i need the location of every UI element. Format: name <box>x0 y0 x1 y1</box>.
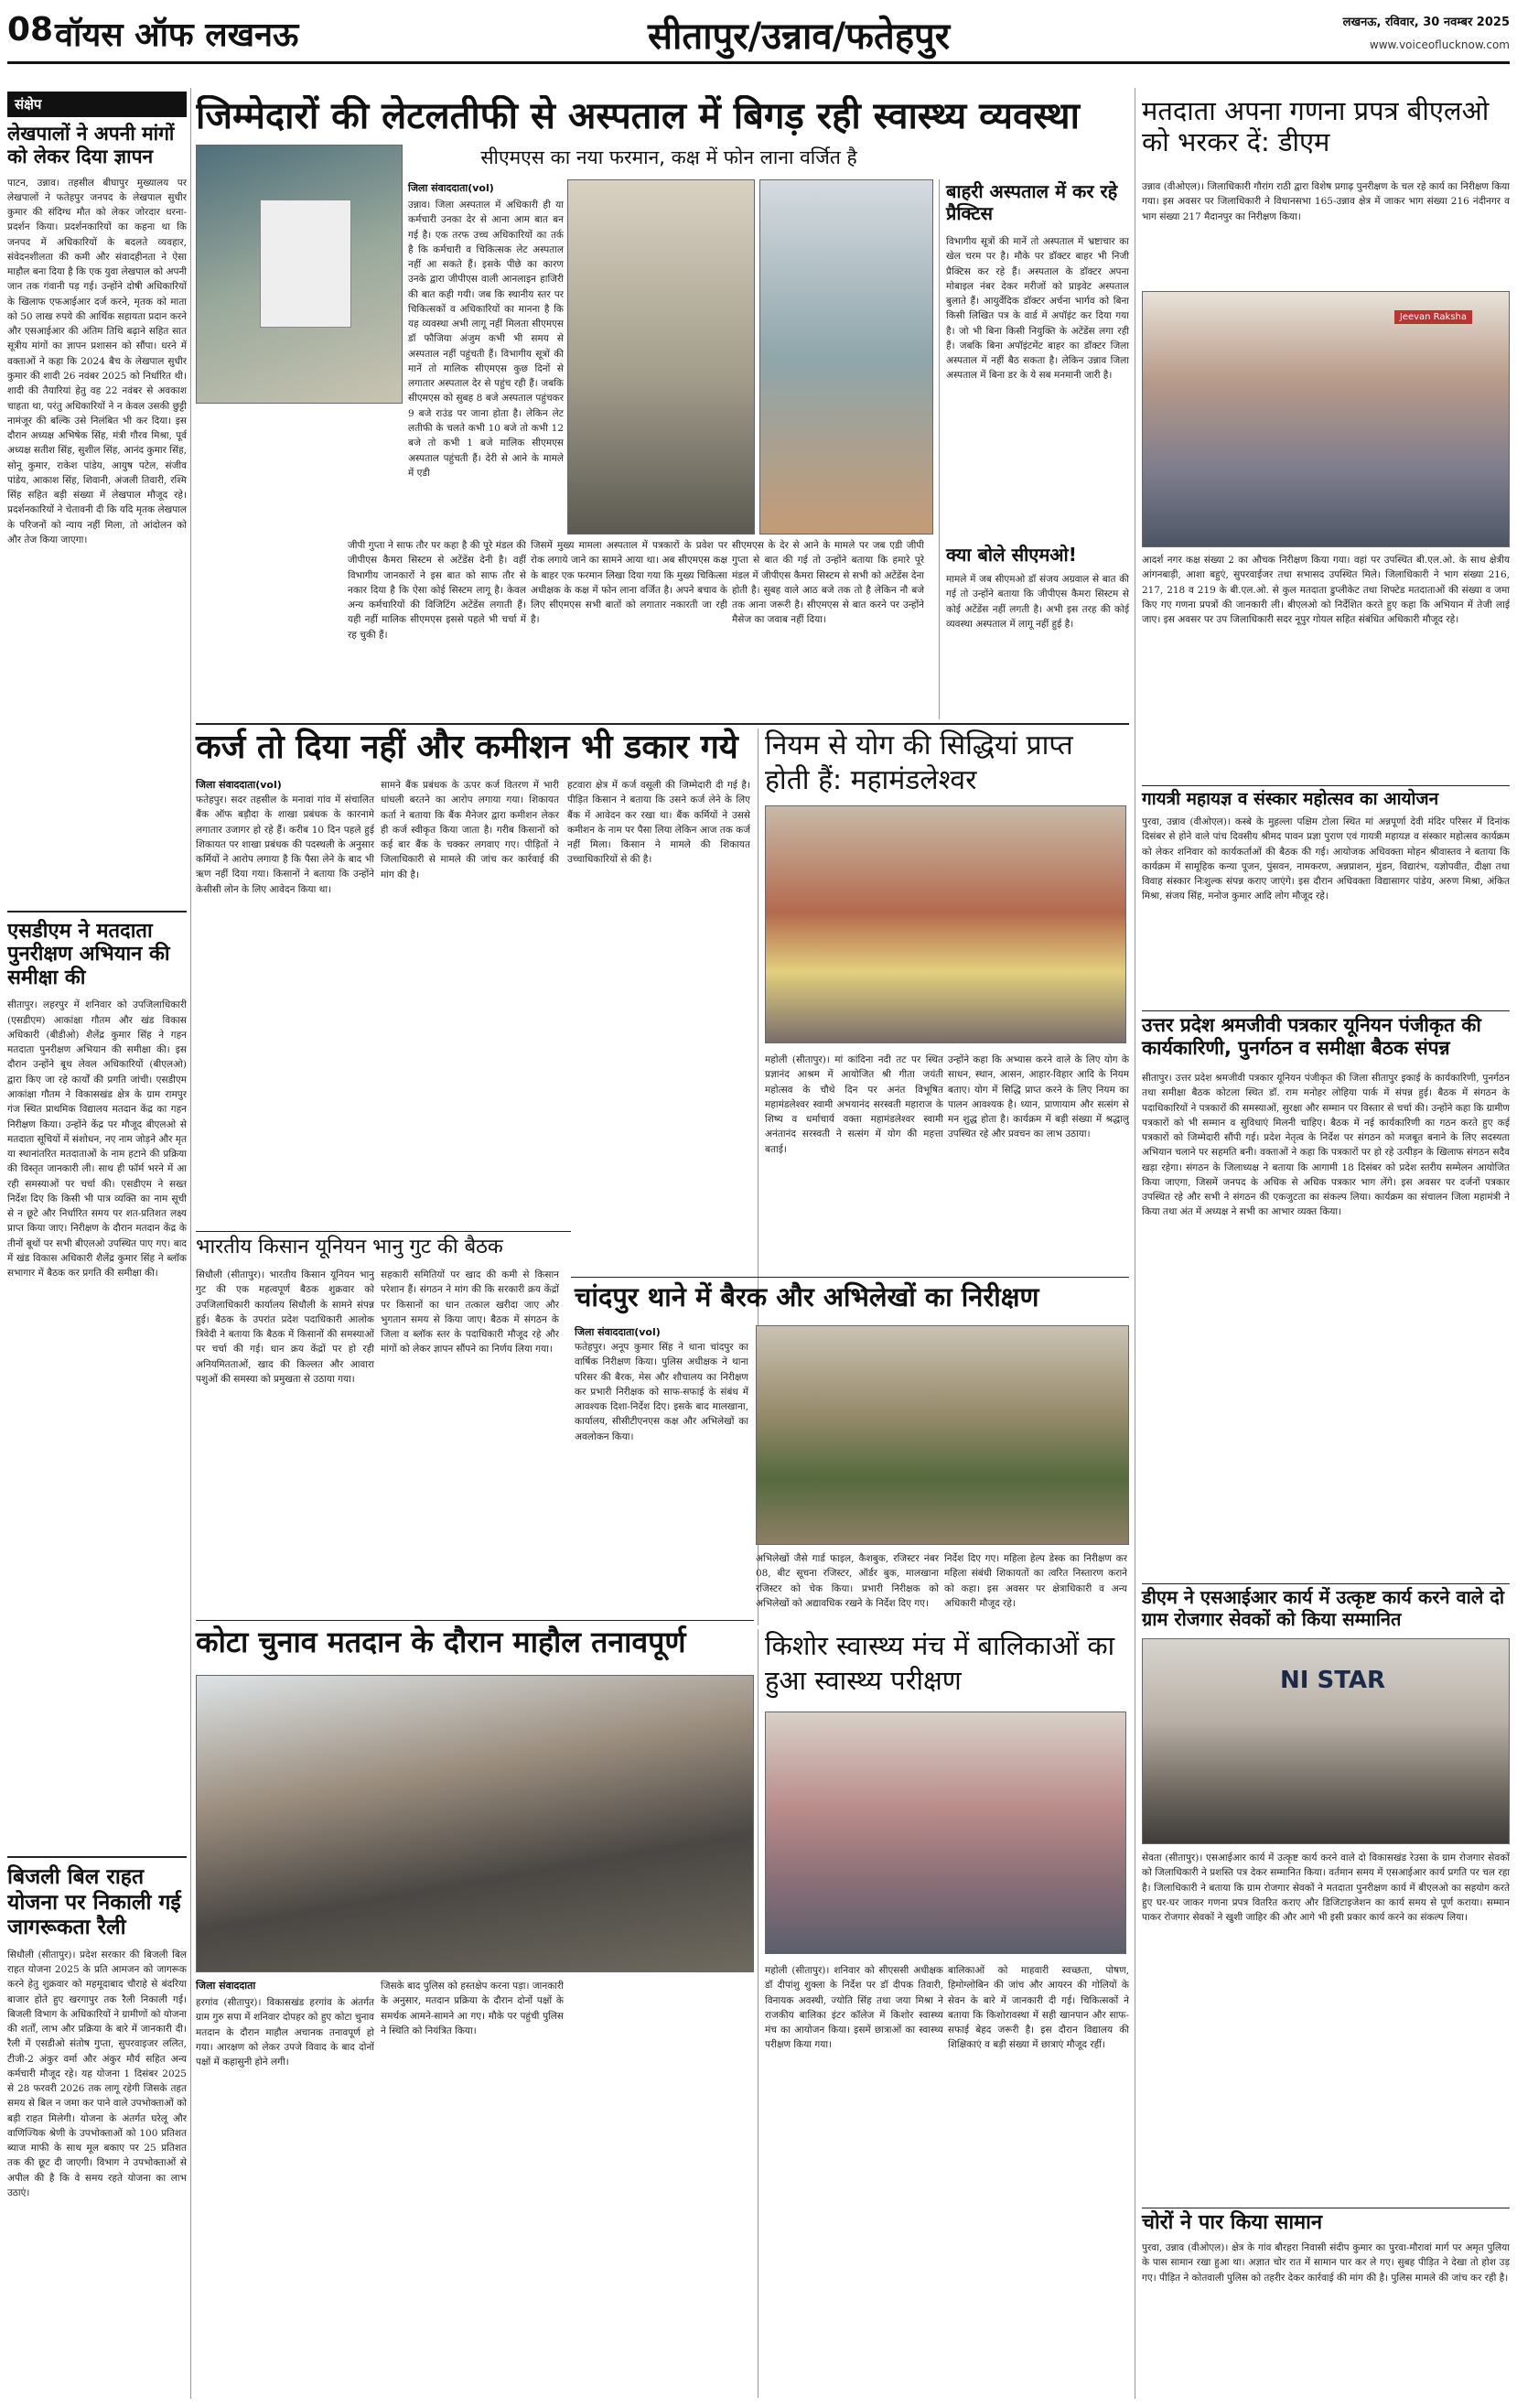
lead-text-col2: जीपी गुप्ता ने साफ तौर पर कहा है की पूरे मंडल की जीपीएस कैमरा सिस्टम से अटेंडेंस देनी है। वहीं विभागीय जानकारों ने इस बात को साफ तौर से नकार दिया है कि ऐसा कोई सिस्टम लागू है। केवल अन्य कर्मचारियों की विजिटिंग अटेंडेंस लगाती हैं। यही नहीं मालिक सीएमएस इससे पहले भी चर्चा में रह चुकी हैं। <box>348 540 526 641</box>
brief-headline-2: एसडीएम ने मतदाता पुनरीक्षण अभियान की समीक्षा की <box>7 919 170 990</box>
lead-photo-office <box>567 179 755 535</box>
loan-byline: जिला संवाददाता(vol) <box>196 779 282 791</box>
police-text-3: निर्देश दिए गए। महिला हेल्प डेस्क का निरीक्षण कर महिला संबंधी शिकायतों का त्वरित निस्तारण कराने को कहा। इस अवसर पर क्षेत्राधिकारी व अन्य अधिकारी मौजूद रहे। <box>944 1553 1127 1609</box>
theft-headline: चोरों ने पार किया सामान <box>1142 2211 1323 2234</box>
police-text-1: फतेहपुर। अनूप कुमार सिंह ने थाना चांदपुर का वार्षिक निरीक्षण किया। पुलिस अधीक्षक ने थाना परिसर की बैरक, मेस और शौचालय का निरीक्षण कर प्रभारी निरीक्षक को साफ-सफाई के संबंध में आवश्यक दिशा-निर्देश दिए। इसके बाद मालखाना, कार्यालय, सीसीटीएनएस कक्ष और अभिलेखों का अवलोकन किया। <box>575 1342 748 1442</box>
gayatri-headline: गायत्री महायज्ञ व संस्कार महोत्सव का आयोजन <box>1142 789 1439 809</box>
lead-text-col3: जिसमें मुख्य मामला अस्पताल में पत्रकारों के प्रवेश पर रोक लगाये जाने का सामने आया था। अब सीएमएस कक्ष के बाहर एक फरमान लिखा दिया गया कि मुख्य चिकित्सा अधीक्षक के कक्ष में फोन लाना वर्जित है। अपने बचाव के लिए सीएमएस सभी बातों को लगातार नकारती जा रही है। <box>531 540 727 626</box>
lead-photo-notice <box>196 145 403 404</box>
lead-side-headline-2: क्या बोले सीएमओ! <box>946 544 1077 566</box>
teen-text-2: बालिकाओं को माहवारी स्वच्छता, पोषण, हिमोग्लोबिन की जांच और आयरन की गोलियों के सेवन के बारे में जानकारी दी गई। चिकित्सकों ने बताया कि किशोरावस्था में सही खानपान और साफ-सफाई बेहद जरूरी है। इस दौरान विद्यालय की शिक्षिकाएं व बड़ी संख्या में छात्राएं मौजूद रहीं। <box>948 1965 1129 2051</box>
lead-photo-cms <box>759 179 933 535</box>
lead-side-headline-1: बाहरी अस्पताल में कर रहे प्रैक्टिस <box>946 180 1118 224</box>
union-headline: उत्तर प्रदेश श्रमजीवी पत्रकार यूनियन पंजीकृत की कार्यकारिणी, पुनर्गठन व समीक्षा बैठक संपन्न <box>1142 1014 1481 1059</box>
lead-text-col4: सीएमएस के देर से आने के मामले पर जब एडी जीपी गुप्ता से बात की गई तो उन्होंने बताया कि हमारे पूरे मंडल में जीपीएस कैमरा सिस्टम से सभी को अटेंडेंस देना होती है। सुबह वाले आठ बजे तक तो है लेकिन नौ बजे तक आना जरूरी है। सीएमएस से बात करने पर उन्होंने मैसेज का जवाब नहीं दिया। <box>732 540 924 626</box>
lead-side-text-2: मामले में जब सीएमओ डॉ संजय अग्रवाल से बात की गई तो उन्होंने बताया कि जीपीएस कैमरा सिस्टम से कोई अटेंडेंस नहीं लगती है। अभी इस तरह की कोई व्यवस्था अस्पताल में लागू नहीं हुई है। <box>946 574 1129 630</box>
kota-photo <box>196 1675 754 1972</box>
brief-headline-3: बिजली बिल राहत योजना पर निकाली गई जागरूकता रैली <box>7 1865 181 1939</box>
lead-side-text-1: विभागीय सूत्रों की मानें तो अस्पताल में भ्रष्टाचार का खेल चरम पर है। मौके पर डॉक्टर बाहर भी निजी प्रैक्टिस कर रहे हैं। अस्पताल के डॉक्टर अपना मोबाइल नंबर देकर मरीजों को प्राइवेट अस्पताल बुलाते हैं। आयुर्वेदिक डॉक्टर अर्चना भार्गव को बिना किसी लिखित पत्र के वार्ड में अपॉइंट कर दिया गया है। जो भी बिना किसी नियुक्ति के अटेंडेंस लगा रही हैं। जबकि बिना अपॉइंटमेंट बाहर का डॉक्टर जिला अस्पताल में नहीं बैठ सकता है। लेकिन उन्नाव जिला अस्पताल में बिना डर के ये सब मनमानी जारी है। <box>946 236 1129 382</box>
police-byline: जिला संवाददाता(vol) <box>575 1326 661 1338</box>
lead-text-col1: उन्नाव। जिला अस्पताल में अधिकारी ही या कर्मचारी उनका देर से आना आम बात बन गई है। एक तरफ उच्च अधिकारियों का तर्क है कि कर्मचारी व चिकित्सक लेट अस्पताल नहीं आ सकते हैं। इसके पीछे का कारण उनके द्वारा जीपीएस वाली आनलाइन हाजिरी की बात कही गयी। जब कि स्थानीय स्तर पर चिकित्सकों व अधिकारियों का मानना है कि यह व्यवस्था अभी लागू नहीं मिलता सीएमएस डॉ फौजिया अंजुम कभी भी समय से अस्पताल नहीं पहुंचती हैं। विभागीय सूत्रों की मानें तो मालिक सीएमएस कुछ दिनों से लगातार अस्पताल देर से पहुंच रही हैं। जबकि सीएमएस को सुबह 8 बजे अस्पताल पहुंचकर 9 बजे राउंड पर जाना होता है। लेकिन लेट लतीफी के चलते कभी 10 बजे तो कभी 12 बजे तो कभी 1 बजे मालिक सीएमएस अस्पताल पहुंचती हैं। देरी से आने के मामले में एडी <box>408 200 564 479</box>
loan-text-2: सामने बैंक प्रबंधक के ऊपर कर्ज वितरण में भारी धांधली बरतने का आरोप लगाया गया। शिकायत कर्ता ने बताया कि बैंक मैनेजर द्वारा कमीशन लेकर ही कर्ज स्वीकृत किया जाता है। गरीब किसानों को कई बार बैंक के चक्कर लगवाए गए। पीड़ितों ने जिलाधिकारी से मामले की जांच कर कार्रवाई की मांग की है। <box>381 780 559 880</box>
photo-banner: NI STAR <box>1280 1667 1386 1694</box>
loan-text-3: हटवारा क्षेत्र में कर्ज वसूली की जिम्मेदारी दी गई है। पीड़ित किसान ने बताया कि उसने कर्ज लेने के लिए बैंक में आवेदन कर रखा था। बैंक कर्मियों ने उससे कमीशन के नाम पर पैसा लिया लेकिन आज तक कर्ज नहीं मिला। किसान ने मामले की शिकायत उच्चाधिकारियों से की है। <box>567 780 750 866</box>
page-number: 08 <box>7 11 54 49</box>
photo-sign: Jeevan Raksha <box>1394 310 1472 324</box>
kota-text-2: जिसके बाद पुलिस को हस्तक्षेप करना पड़ा। जानकारी के अनुसार, मतदान प्रक्रिया के दौरान दोनों पक्षों के समर्थक आमने-सामने आ गए। मौके पर पहुंची पुलिस ने स्थिति को नियंत्रित किया। <box>381 1981 564 2036</box>
kota-byline: जिला संवाददाता <box>196 1980 256 1992</box>
teen-headline: किशोर स्वास्थ्य मंच में बालिकाओं का हुआ स्वास्थ्य परीक्षण <box>765 1630 1115 1696</box>
right-top-intro: उन्नाव (वीओएल)। जिलाधिकारी गौरांग राठी द्वारा विशेष प्रगाढ़ पुनरीक्षण के चल रहे कार्य का निरीक्षण किया गया। इस अवसर पर जिलाधिकारी ने विधानसभा 165-उन्नाव क्षेत्र में जाकर भाग संख्या 216 नंदीनगर व भाग संख्या 217 मैदानपुर का निरीक्षण किया। <box>1142 181 1510 222</box>
loan-text-1: फतेहपुर। सदर तहसील के मनावां गांव में संचालित बैंक ऑफ बड़ौदा के शाखा प्रबंधक के कारनामे लगातार उजागर हो रहे हैं। करीब 10 दिन पहले हुई शिकायत पर शाखा प्रबंधक की पदस्थली के अनुसार कर्मियों ने आरोप लगाया है कि पैसा लेने के बाद भी ऋण नहीं दिया गया। किसानों ने बताया कि उन्होंने केसीसी लोन के लिए आवेदन किया था। <box>196 794 374 895</box>
yoga-headline: नियम से योग की सिद्धियां प्राप्त होती हैं: महामंडलेश्वर <box>765 729 1073 796</box>
lead-headline: जिम्मेदारों की लेटलतीफी से अस्पताल में बिगड़ रही स्वास्थ्य व्यवस्था <box>196 95 1080 137</box>
kota-text-1: हरगांव (सीतापुर)। विकासखंड हरगांव के अंतर्गत ग्राम गुरु सपा में शनिवार दोपहर को हुए कोटा चुनाव मतदान के दौरान माहौल अचानक तनावपूर्ण हो गया। आरक्षण को लेकर उपजे विवाद के बाद दोनों पक्षों में कहासुनी होने लगी। <box>196 1997 374 2068</box>
union-text: सीतापुर। उत्तर प्रदेश श्रमजीवी पत्रकार यूनियन पंजीकृत की जिला सीतापुर इकाई के कार्यकारिणी, पुनर्गठन तथा समीक्षा बैठक कोटला स्थित डॉ. राम मनोहर लोहिया पार्क में संपन्न हुई। बैठक में संगठन के पदाधिकारियों ने पत्रकारों की समस्याओं, सुरक्षा और सम्मान पर विस्तार से चर्चा की। उन्होंने कहा कि ग्रामीण पत्रकारों को भी सम्मान व सुविधाएं मिलनी चाहिए। बैठक में नई कार्यकारिणी का गठन करते हुए कई पत्रकारों को जिम्मेदारी सौंपी गई। प्रदेश नेतृत्व के निर्देश पर संगठन को मजबूत बनाने के लिए सदस्यता अभियान चलाने पर सहमति बनी। वक्ताओं ने कहा कि पत्रकारों पर हो रहे उत्पीड़न के खिलाफ संगठन सदैव खड़ा रहेगा। संगठन के जिलाध्यक्ष ने बताया कि आगामी 18 दिसंबर को प्रदेश स्तरीय सम्मेलन आयोजित किया जाएगा, जिसमें जनपद के अधिक से अधिक पत्रकार भाग लेंगे। इस अवसर पर दर्जनों पत्रकार उपस्थित रहे और सभी ने संगठन की एकजुटता का संकल्प लिया। कार्यक्रम का संचालन जिला महामंत्री ने किया तथा अंत में अध्यक्ष ने सभी का आभार व्यक्त किया। <box>1142 1073 1510 1218</box>
lead-subhead: सीएमएस का नया फरमान, कक्ष में फोन लाना वर्जित है <box>480 146 857 168</box>
teen-text-1: महोली (सीतापुर)। शनिवार को सीएससी अधीक्षक डॉ दीपांशु शुक्ला के निर्देश पर डॉ दीपक तिवारी, विनायक अवस्थी, ज्योति सिंह तथा जया मिश्रा ने राजकीय बालिका इंटर कॉलेज में किशोर स्वास्थ्य मंच का आयोजन किया। इसमें छात्राओं का स्वास्थ्य परीक्षण किया गया। <box>765 1965 943 2051</box>
yoga-photo <box>765 805 1126 1043</box>
kisan-text-2: सहकारी समितियों पर खाद की कमी से किसान परेशान हैं। संगठन ने मांग की कि सरकारी क्रय केंद्रों पर किसानों का धान तत्काल खरीदा जाए और भुगतान समय से किया जाए। बैठक में संगठन के जिला व ब्लॉक स्तर के पदाधिकारी मौजूद रहे और मांगों को लेकर ज्ञापन सौंपने का निर्णय लिया गया। <box>381 1269 559 1355</box>
police-photo <box>756 1325 1129 1545</box>
police-text-2: अभिलेखों जैसे गार्ड फाइल, कैशबुक, रजिस्टर नंबर 08, बीट सूचना रजिस्टर, ऑर्डर बुक, मालखाना रजिस्टर को चेक किया। प्रभारी निरीक्षक को अभिलेखों को अद्यावधिक रखने के निर्देश दिए गए। <box>756 1553 939 1609</box>
dateline: लखनऊ, रविवार, 30 नवम्बर 2025 <box>1342 16 1510 29</box>
police-headline: चांदपुर थाने में बैरक और अभिलेखों का निरीक्षण <box>575 1281 1039 1312</box>
masthead <box>7 5 1510 64</box>
brief-text-3: सिधौली (सीतापुर)। प्रदेश सरकार की बिजली बिल राहत योजना 2025 के प्रति आमजन को जागरूक करने हेतु शुक्रवार को महमूदाबाद चौराहे से बंदरिया बाजार होते हुए खरगापुर तक रैली निकाली गई। बिजली विभाग के अधिकारियों ने ग्रामीणों को योजना की शर्तों, लाभ और प्रक्रिया के बारे में जानकारी दी। रैली में एसडीओ संतोष गुप्ता, सुपरवाइजर ललित, टीजी-2 अंकुर वर्मा और अंकुर मौर्य सहित अन्य कर्मचारी मौजूद रहे। यह योजना 1 दिसंबर 2025 से 28 फरवरी 2026 तक लागू रहेगी जिसके तहत समय से बिल न जमा कर पाने वाले उपभोक्ताओं को बड़ी राहत मिलेगी। योजना के अंतर्गत घरेलू और वाणिज्यिक श्रेणी के उपभोक्ताओं को 100 प्रतिशत ब्याज माफी के साथ मूल बकाए पर 25 प्रतिशत तक की छूट दी जाएगी। विभाग ने उपभोक्ताओं से अपील की है कि वे समय रहते योजना का लाभ उठाएं। <box>7 1949 187 2199</box>
right-top-body: आदर्श नगर कक्ष संख्या 2 का औचक निरीक्षण किया गया। वहां पर उपस्थित बी.एल.ओ. के साथ क्षेत्रीय आंगनबाड़ी, आशा बहुएं, सुपरवाईजर तथा सभासद उपस्थित मिले। जिलाधिकारी ने भाग संख्या 216, 217, 218 व 219 के बी.एल.ओ. से कुल मतदाता डुप्लीकेट तथा शिफ्टेड मतदाताओं की संख्या व जमा किए गए गणना प्रपत्रों की जानकारी ली। बीएलओ को निर्देशित करते हुए कहा कि अभियान में तेजी लाई जाए। इस अवसर पर उप जिलाधिकारी सदर नूपुर गोयल सहित संबंधित अधिकारी मौजूद रहे। <box>1142 555 1510 626</box>
right-top-photo <box>1142 291 1510 547</box>
loan-headline: कर्ज तो दिया नहीं और कमीशन भी डकार गये <box>196 729 738 766</box>
rozgar-text: सेवता (सीतापुर)। एसआईआर कार्य में उत्कृष्ट कार्य करने वाले दो विकासखंड रेउसा के ग्राम रोजगार सेवकों को जिलाधिकारी ने प्रशस्ति पत्र देकर सम्मानित किया। वर्तमान समय में एसआईआर कार्य प्रगति पर चल रहा है। जिलाधिकारी ने बताया कि ग्राम रोजगार सेवकों ने मतदाता पुनरीक्षण कार्य में बीएलओ का सहयोग करते हुए घर-घर जाकर गणना प्रपत्र वितरित कराए और डिजिटाइजेशन का कार्य समय से पूर्ण कराया। सम्मान पाकर रोजगार सेवकों ने खुशी जाहिर की और आगे भी इसी प्रकार कार्य करने का संकल्प लिया। <box>1142 1852 1510 1924</box>
brief-text-2: सीतापुर। लहरपुर में शनिवार को उपजिलाधिकारी (एसडीएम) आकांक्षा गौतम और खंड विकास अधिकारी (बीडीओ) शैलेंद्र कुमार सिंह ने गहन मतदाता पुनरीक्षण अभियान की समीक्षा की। इस दौरान उन्होंने बूथ लेवल अधिकारियों (बीएलओ) द्वारा किए जा रहे कार्यों की प्रगति जांची। एसडीएम आकांक्षा गौतम ने विकासखंड क्षेत्र के ग्राम रामपुर गंज स्थित प्राथमिक विद्यालय मतदान केंद्र का गहन निरीक्षण किया। उन्होंने केंद्र पर मौजूद बीएलओ से मतदाता सूचियों में संशोधन, नए नाम जोड़ने और मृत या स्थानांतरित मतदाताओं के नाम हटाने की प्रक्रिया की विस्तृत जानकारी ली। साथ ही फॉर्म भरने में आ रही समस्याओं पर चर्चा की। एसडीएम ने सख्त निर्देश दिए कि किसी भी पात्र व्यक्ति का नाम सूची से न छूटे और निर्धारित समय पर शत-प्रतिशत लक्ष्य प्राप्त किया जाए। निरीक्षण के दौरान मतदान केंद्र के तीनों बूथों पर सभी बीएलओ उपस्थित पाए गए। बाद में खंड विकास अधिकारी शैलेंद्र कुमार सिंह ने ब्लॉक सभागार में बैठक कर प्रगति की समीक्षा की। <box>7 999 187 1280</box>
kota-headline: कोटा चुनाव मतदान के दौरान माहौल तनावपूर्ण <box>196 1625 686 1659</box>
kisan-text-1: सिधौली (सीतापुर)। भारतीय किसान यूनियन भानु गुट की एक महत्वपूर्ण बैठक शुक्रवार को उपजिलाधिकारी कार्यालय सिधौली के सामने संपन्न हुई। बैठक के उपरांत प्रदेश पदाधिकारी आलोक त्रिवेदी ने बताया कि बैठक में किसानों की समस्याओं पर चर्चा की गई। धान क्रय केंद्रों पर हो रही अनियमितताओं, खाद की किल्लत और आवारा पशुओं की समस्या को प्रमुखता से उठाया गया। <box>196 1269 374 1385</box>
brief-text-1: पाटन, उन्नाव। तहसील बीघापुर मुख्यालय पर लेखपालों ने फतेहपुर जनपद के लेखपाल सुधीर कुमार की संदिग्ध मौत को लेकर जोरदार धरना-प्रदर्शन किया। प्रदर्शनकारियों का कहना था कि जनपद में अधिकारियों के बदलते व्यवहार, संवेदनशीलता की कमी और संवादहीनता ने ऐसा माहौल बना दिया है कि एक युवा लेखपाल को अपनी जान तक गंवानी पड़ गई। उन्होंने दोषी अधिकारियों के खिलाफ एफआईआर दर्ज करने, मृतक को माता को 50 लाख रुपये की आर्थिक सहायता प्रदान करने और एसआईआर की अंतिम तिथि बढ़ाने सहित सात सूत्रीय मांगों का ज्ञापन प्रशासन को सौंपा। धरने में वक्ताओं ने कहा कि 2024 बैच के लेखपाल सुधीर कुमार की शादी 26 नवंबर 2025 को निर्धारित थी। शादी की तैयारियां हेतु वह 22 नवंबर से अवकाश चाहता था, परंतु अधिकारियों ने न केवल उसकी छुट्टी नामंजूर की बल्कि उसे निलंबित भी कर दिया। इस दौरान अध्यक्ष अभिषेक सिंह, मंत्री गौरव मिश्रा, पूर्व अध्यक्ष सतीश सिंह, सुशील सिंह, आनंद कुमार सिंह, सोनू कुमार, राकेश पांडेय, आयुष पटेल, संजीव पांडेय, आकाश सिंह, शिवानी, अंजली तिवारी, रश्मि सिंह सहित बड़ी संख्या में लेखपाल मौजूद रहे। प्रदर्शनकारियों ने चेतावनी दी कि यदि मृतक लेखपाल के परिजनों को न्याय नहीं मिला, तो आंदोलन को और तेज किया जाएगा। <box>7 177 187 545</box>
yoga-text-1: महोली (सीतापुर)। मां कांदिना नदी तट पर स्थित प्रज्ञानंद आश्रम में आयोजित श्री गीता जयंती महोत्सव के चौथे दिन पर अनंत विभूषित महामंडलेश्वर स्वामी अभयानंद सरस्वती महाराज के शिष्य व धर्माचार्य वक्ता महामंडलेश्वर स्वामी अनंतानंद सरस्वती ने सत्संग में योग की महत्ता बताई। <box>765 1054 943 1155</box>
paper-name: वॉयस ऑफ लखनऊ <box>55 16 299 54</box>
teen-photo <box>765 1712 1126 1954</box>
gayatri-text: पुरवा, उन्नाव (वीओएल)। कस्बे के मुहल्ला पक्षिम टोला स्थित मां अन्नपूर्णा देवी मंदिर परिसर में दिनांक दिसंबर से होने वाले पांच दिवसीय श्रीमद पावन प्रज्ञा पुराण एवं गायत्री महायज्ञ व संस्कार महोत्सव कार्यक्रम को लेकर शनिवार को कार्यकर्ताओं की बैठक की गई। आयोजक अधिवक्ता मोहन श्रीवास्तव ने बताया कि कार्यक्रम में सामूहिक कन्या पूजन, पुंसवन, नामकरण, अन्नप्राशन, मुंडन, विद्यारंभ, यज्ञोपवीत, दीक्षा तथा विवाह संस्कार निःशुल्क संपन्न कराए जाएंगे। इस दौरान अधिवक्ता विद्यासागर पांडेय, अरुण मिश्रा, अंकित मिश्रा, संजय सिंह, मनोज कुमार आदि लोग मौजूद रहे। <box>1142 816 1510 902</box>
lead-byline: जिला संवाददाता(vol) <box>408 182 494 194</box>
region-title: सीतापुर/उन्नाव/फतेहपुर <box>648 16 951 58</box>
rozgar-photo <box>1142 1638 1510 1844</box>
website: www.voiceoflucknow.com <box>1369 38 1510 51</box>
briefs-column <box>7 92 187 2398</box>
brief-headline-1: लेखपालों ने अपनी मांगों को लेकर दिया ज्ञापन <box>7 123 175 167</box>
briefs-label: संक्षेप <box>7 92 187 117</box>
yoga-text-2: उन्होंने कहा कि अभ्यास करने वाले के लिए योग के साधन, स्थान, आसन, आहार-विहार आदि के नियम बताए। योग में सिद्धि प्राप्त करने के लिए नियम का पालन आवश्यक है। ध्यान, प्राणायाम और सत्संग से मन शुद्ध होता है। कार्यक्रम में बड़ी संख्या में श्रद्धालु उपस्थित रहे और प्रवचन का लाभ उठाया। <box>948 1054 1129 1140</box>
kisan-headline: भारतीय किसान यूनियन भानु गुट की बैठक <box>196 1236 503 1258</box>
theft-text: पुरवा, उन्नाव (वीओएल)। क्षेत्र के गांव बौरहरा निवासी संदीप कुमार का पुरवा-मौरावां मार्ग पर अमृत पुलिया के पास सामान रखा हुआ था। अज्ञात चोर रात में सामान पार कर ले गए। सुबह पीड़ित ने देखा तो होश उड़ गए। पीड़ित ने कोतवाली पुलिस को तहरीर देकर कार्रवाई की मांग की है। पुलिस मामले की जांच कर रही है। <box>1142 2242 1510 2284</box>
rozgar-headline: डीएम ने एसआईआर कार्य में उत्कृष्ट कार्य करने वाले दो ग्राम रोजगार सेवकों को किया सम्मानित <box>1142 1586 1505 1630</box>
right-top-headline: मतदाता अपना गणना प्रपत्र बीएलओ को भरकर दें: डीएम <box>1142 95 1490 158</box>
